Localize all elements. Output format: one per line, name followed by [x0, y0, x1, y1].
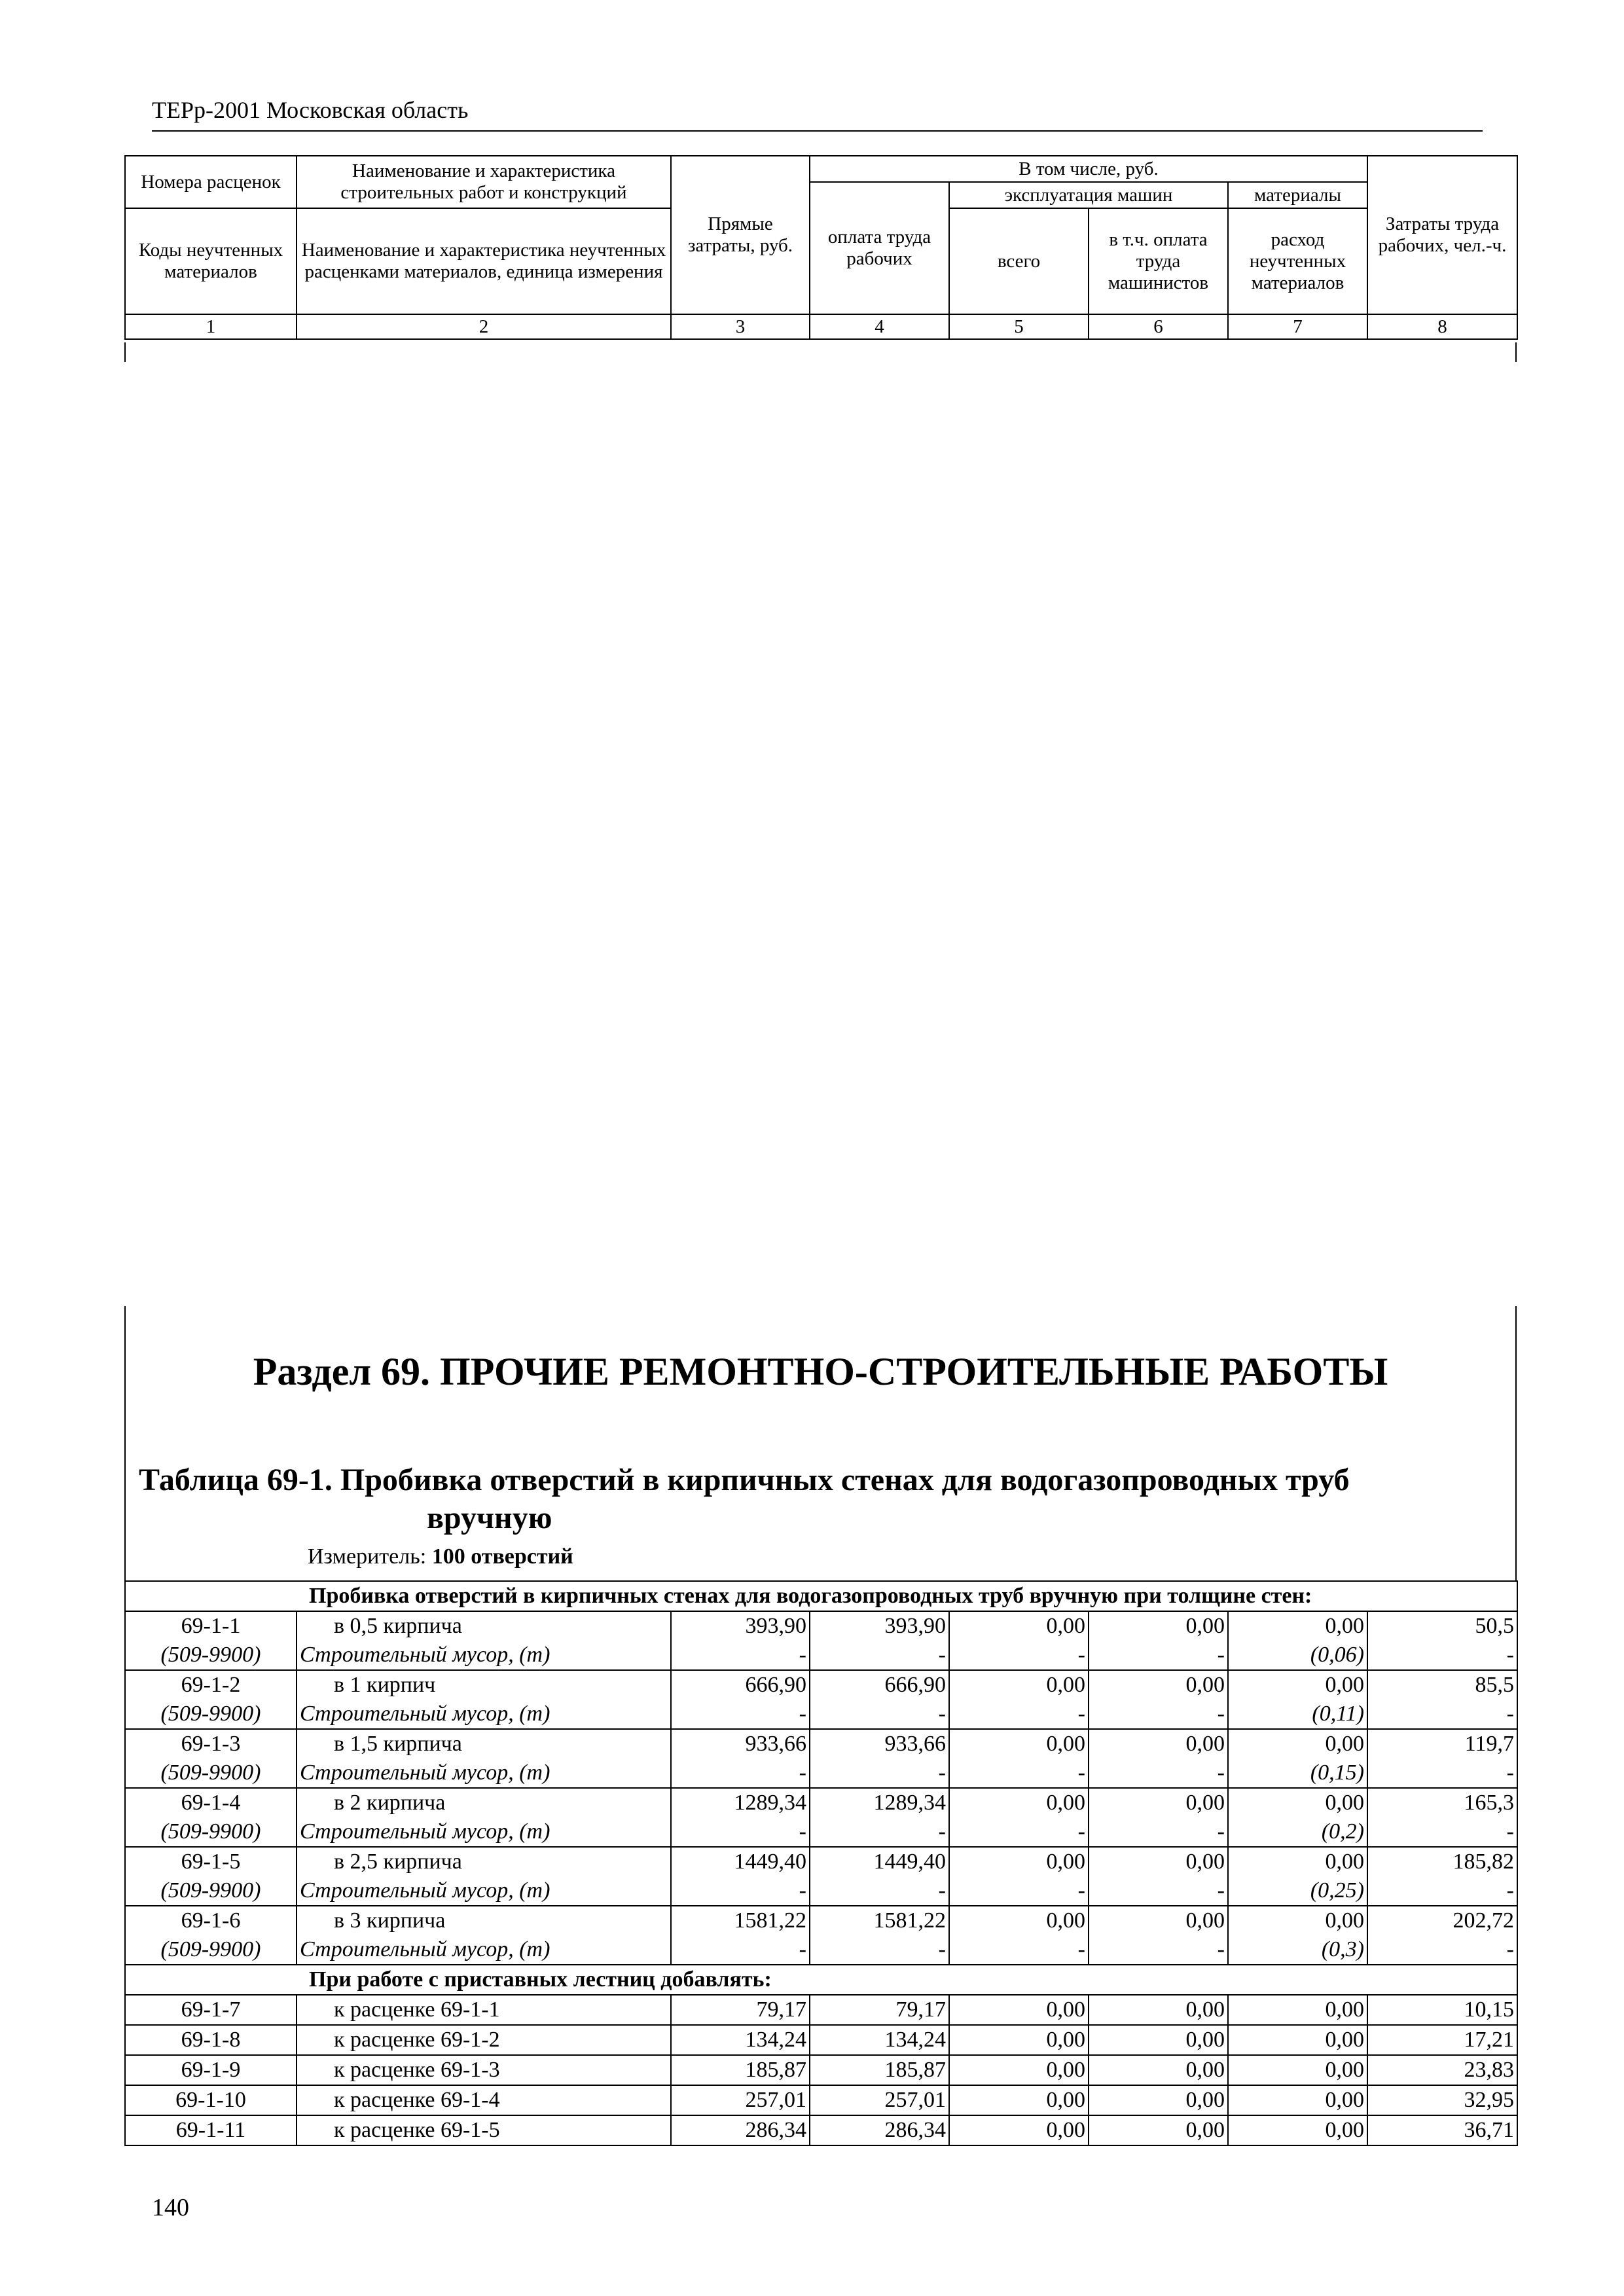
- value-c5: 0,00: [949, 1611, 1089, 1641]
- header-material-codes: Коды неучтенных материалов: [125, 208, 297, 314]
- column-number: 8: [1367, 314, 1517, 339]
- material-name: Строительный мусор, (т): [297, 1817, 671, 1847]
- value-c4: 286,34: [810, 2115, 949, 2145]
- rate-name: к расценке 69-1-4: [297, 2085, 671, 2115]
- value-c6: 0,00: [1089, 1906, 1228, 1935]
- group-heading: Пробивка отверстий в кирпичных стенах для водогазопроводных труб вручную при толщине стен:: [125, 1581, 1517, 1611]
- value-c8: 23,83: [1367, 2055, 1517, 2085]
- column-number: 5: [949, 314, 1089, 339]
- header-direct-costs: Прямые затраты, руб.: [671, 156, 810, 314]
- header-machine-operation: эксплуатация машин: [949, 182, 1228, 208]
- rate-code: 69-1-5: [125, 1847, 297, 1876]
- material-m8: -: [1367, 1817, 1517, 1847]
- material-m8: -: [1367, 1758, 1517, 1788]
- rate-code: 69-1-4: [125, 1788, 297, 1817]
- table-row: [125, 1995, 1517, 2025]
- material-m4: -: [810, 1700, 949, 1729]
- value-c5: 0,00: [949, 1906, 1089, 1935]
- rate-code: 69-1-11: [125, 2115, 297, 2145]
- measure-label: Измеритель:: [308, 1544, 427, 1569]
- value-c8: 85,5: [1367, 1670, 1517, 1700]
- material-m4: -: [810, 1935, 949, 1965]
- material-row: [125, 1817, 1517, 1847]
- material-row: [125, 1876, 1517, 1906]
- value-c3: 666,90: [671, 1670, 810, 1700]
- material-m6: -: [1089, 1935, 1228, 1965]
- value-c5: 0,00: [949, 2115, 1089, 2145]
- table-row: [125, 1906, 1517, 1935]
- frame-right-edge: [1515, 1306, 1517, 1581]
- rate-code: 69-1-1: [125, 1611, 297, 1641]
- value-c6: 0,00: [1089, 2025, 1228, 2055]
- material-m6: -: [1089, 1700, 1228, 1729]
- table-row: [125, 1847, 1517, 1876]
- table-row: [125, 1729, 1517, 1758]
- value-c3: 933,66: [671, 1729, 810, 1758]
- table-row: [125, 2085, 1517, 2115]
- value-c5: 0,00: [949, 1847, 1089, 1876]
- value-c5: 0,00: [949, 1729, 1089, 1758]
- material-name: Строительный мусор, (т): [297, 1758, 671, 1788]
- material-m7: (0,2): [1228, 1817, 1367, 1847]
- material-code: (509-9900): [125, 1817, 297, 1847]
- material-name: Строительный мусор, (т): [297, 1935, 671, 1965]
- material-code: (509-9900): [125, 1935, 297, 1965]
- material-m5: -: [949, 1876, 1089, 1906]
- rate-name: в 3 кирпича: [297, 1906, 671, 1935]
- material-m6: -: [1089, 1641, 1228, 1670]
- material-m3: -: [671, 1641, 810, 1670]
- material-m3: -: [671, 1700, 810, 1729]
- material-m8: -: [1367, 1641, 1517, 1670]
- material-row: [125, 1935, 1517, 1965]
- material-row: [125, 1641, 1517, 1670]
- header-machines-total: всего: [949, 208, 1089, 314]
- rate-name: в 1 кирпич: [297, 1670, 671, 1700]
- value-c8: 32,95: [1367, 2085, 1517, 2115]
- rate-code: 69-1-10: [125, 2085, 297, 2115]
- header-materials: материалы: [1228, 182, 1367, 208]
- value-c3: 393,90: [671, 1611, 810, 1641]
- value-c5: 0,00: [949, 1670, 1089, 1700]
- rate-code: 69-1-7: [125, 1995, 297, 2025]
- table-row: [125, 1611, 1517, 1641]
- material-m8: -: [1367, 1935, 1517, 1965]
- value-c5: 0,00: [949, 2025, 1089, 2055]
- value-c3: 79,17: [671, 1995, 810, 2025]
- value-c3: 257,01: [671, 2085, 810, 2115]
- rate-name: к расценке 69-1-5: [297, 2115, 671, 2145]
- group-heading: При работе с приставных лестниц добавлять:: [125, 1965, 1517, 1995]
- rate-name: в 1,5 кирпича: [297, 1729, 671, 1758]
- value-c4: 134,24: [810, 2025, 949, 2055]
- material-m5: -: [949, 1700, 1089, 1729]
- value-c5: 0,00: [949, 1995, 1089, 2025]
- value-c6: 0,00: [1089, 1670, 1228, 1700]
- column-number: 2: [297, 314, 671, 339]
- header-rule: [152, 130, 1483, 132]
- material-name: Строительный мусор, (т): [297, 1700, 671, 1729]
- value-c5: 0,00: [949, 2055, 1089, 2085]
- value-c4: 1581,22: [810, 1906, 949, 1935]
- value-c8: 10,15: [1367, 1995, 1517, 2025]
- table-row: [125, 2025, 1517, 2055]
- rates-table: [124, 1580, 1518, 2146]
- value-c8: 17,21: [1367, 2025, 1517, 2055]
- header-material-consumption: расход неучтенных материалов: [1228, 208, 1367, 314]
- value-c4: 79,17: [810, 1995, 949, 2025]
- material-m5: -: [949, 1817, 1089, 1847]
- table-row: [125, 1788, 1517, 1817]
- page-number: 140: [152, 2194, 189, 2221]
- value-c8: 36,71: [1367, 2115, 1517, 2145]
- value-c8: 119,7: [1367, 1729, 1517, 1758]
- rate-name: в 2 кирпича: [297, 1788, 671, 1817]
- value-c7: 0,00: [1228, 1729, 1367, 1758]
- table-title-line2: вручную: [427, 1501, 552, 1535]
- group1-rows: [125, 1611, 1517, 1965]
- material-m6: -: [1089, 1876, 1228, 1906]
- column-number: 4: [810, 314, 949, 339]
- rate-code: 69-1-8: [125, 2025, 297, 2055]
- header-material-names: Наименование и характеристика неучтенных расценками материалов, единица измерения: [297, 208, 671, 314]
- header-machinist-pay: в т.ч. оплата труда машинистов: [1089, 208, 1228, 314]
- value-c6: 0,00: [1089, 2085, 1228, 2115]
- material-m5: -: [949, 1758, 1089, 1788]
- material-m6: -: [1089, 1817, 1228, 1847]
- value-c7: 0,00: [1228, 2085, 1367, 2115]
- column-number: 3: [671, 314, 810, 339]
- value-c8: 202,72: [1367, 1906, 1517, 1935]
- value-c7: 0,00: [1228, 1906, 1367, 1935]
- value-c8: 165,3: [1367, 1788, 1517, 1817]
- value-c6: 0,00: [1089, 1847, 1228, 1876]
- value-c4: 1289,34: [810, 1788, 949, 1817]
- material-m7: (0,3): [1228, 1935, 1367, 1965]
- table-row: [125, 2115, 1517, 2145]
- rate-name: в 2,5 кирпича: [297, 1847, 671, 1876]
- material-m8: -: [1367, 1876, 1517, 1906]
- value-c3: 185,87: [671, 2055, 810, 2085]
- material-m3: -: [671, 1817, 810, 1847]
- rate-name: к расценке 69-1-3: [297, 2055, 671, 2085]
- material-m3: -: [671, 1758, 810, 1788]
- value-c7: 0,00: [1228, 1670, 1367, 1700]
- header-rate-numbers: Номера расценок: [125, 156, 297, 208]
- material-m5: -: [949, 1935, 1089, 1965]
- material-m6: -: [1089, 1758, 1228, 1788]
- rate-code: 69-1-9: [125, 2055, 297, 2085]
- value-c5: 0,00: [949, 2085, 1089, 2115]
- material-code: (509-9900): [125, 1876, 297, 1906]
- measure-value: 100 отверстий: [431, 1544, 573, 1569]
- material-m4: -: [810, 1876, 949, 1906]
- material-m3: -: [671, 1876, 810, 1906]
- value-c4: 1449,40: [810, 1847, 949, 1876]
- value-c3: 1289,34: [671, 1788, 810, 1817]
- value-c6: 0,00: [1089, 1995, 1228, 2025]
- column-number: 7: [1228, 314, 1367, 339]
- rate-name: к расценке 69-1-2: [297, 2025, 671, 2055]
- value-c6: 0,00: [1089, 1788, 1228, 1817]
- rate-name: в 0,5 кирпича: [297, 1611, 671, 1641]
- value-c4: 393,90: [810, 1611, 949, 1641]
- value-c7: 0,00: [1228, 1847, 1367, 1876]
- material-m4: -: [810, 1758, 949, 1788]
- column-header-table: [124, 155, 1518, 340]
- group2-rows: [125, 1995, 1517, 2145]
- value-c4: 257,01: [810, 2085, 949, 2115]
- header-worker-pay: оплата труда рабочих: [810, 182, 949, 314]
- frame-stub-right: [1515, 342, 1517, 362]
- value-c6: 0,00: [1089, 1611, 1228, 1641]
- header-labor-costs: Затраты труда рабочих, чел.-ч.: [1367, 156, 1517, 314]
- value-c7: 0,00: [1228, 1788, 1367, 1817]
- value-c7: 0,00: [1228, 2055, 1367, 2085]
- column-number: 1: [125, 314, 297, 339]
- table-title: [139, 1461, 1448, 1537]
- measure-unit: [308, 1544, 573, 1570]
- material-code: (509-9900): [125, 1641, 297, 1670]
- rate-code: 69-1-2: [125, 1670, 297, 1700]
- running-head: ТЕРр-2001 Московская область: [152, 97, 469, 123]
- value-c3: 1581,22: [671, 1906, 810, 1935]
- header-including: В том числе, руб.: [810, 156, 1367, 182]
- value-c5: 0,00: [949, 1788, 1089, 1817]
- value-c7: 0,00: [1228, 1611, 1367, 1641]
- material-m5: -: [949, 1641, 1089, 1670]
- value-c3: 1449,40: [671, 1847, 810, 1876]
- material-row: [125, 1700, 1517, 1729]
- column-number: 6: [1089, 314, 1228, 339]
- material-m7: (0,06): [1228, 1641, 1367, 1670]
- material-name: Строительный мусор, (т): [297, 1876, 671, 1906]
- material-m7: (0,25): [1228, 1876, 1367, 1906]
- value-c4: 666,90: [810, 1670, 949, 1700]
- material-m7: (0,15): [1228, 1758, 1367, 1788]
- frame-stub-left: [124, 342, 126, 362]
- rate-name: к расценке 69-1-1: [297, 1995, 671, 2025]
- frame-left-edge: [124, 1306, 126, 1581]
- rate-code: 69-1-6: [125, 1906, 297, 1935]
- value-c8: 185,82: [1367, 1847, 1517, 1876]
- material-m3: -: [671, 1935, 810, 1965]
- rate-code: 69-1-3: [125, 1729, 297, 1758]
- value-c7: 0,00: [1228, 1995, 1367, 2025]
- table-row: [125, 1670, 1517, 1700]
- material-m4: -: [810, 1641, 949, 1670]
- material-name: Строительный мусор, (т): [297, 1641, 671, 1670]
- material-m4: -: [810, 1817, 949, 1847]
- material-m8: -: [1367, 1700, 1517, 1729]
- material-code: (509-9900): [125, 1758, 297, 1788]
- value-c6: 0,00: [1089, 1729, 1228, 1758]
- material-row: [125, 1758, 1517, 1788]
- value-c6: 0,00: [1089, 2055, 1228, 2085]
- value-c8: 50,5: [1367, 1611, 1517, 1641]
- material-code: (509-9900): [125, 1700, 297, 1729]
- value-c7: 0,00: [1228, 2115, 1367, 2145]
- value-c3: 134,24: [671, 2025, 810, 2055]
- value-c4: 185,87: [810, 2055, 949, 2085]
- value-c6: 0,00: [1089, 2115, 1228, 2145]
- value-c3: 286,34: [671, 2115, 810, 2145]
- value-c4: 933,66: [810, 1729, 949, 1758]
- value-c7: 0,00: [1228, 2025, 1367, 2055]
- material-m7: (0,11): [1228, 1700, 1367, 1729]
- section-title: Раздел 69. ПРОЧИЕ РЕМОНТНО-СТРОИТЕЛЬНЫЕ РАБОТЫ: [253, 1350, 1388, 1393]
- table-row: [125, 2055, 1517, 2085]
- table-title-line1: Таблица 69-1. Пробивка отверстий в кирпичных стенах для водогазопроводных труб: [139, 1463, 1350, 1497]
- header-work-name: Наименование и характеристика строительных работ и конструкций: [297, 156, 671, 208]
